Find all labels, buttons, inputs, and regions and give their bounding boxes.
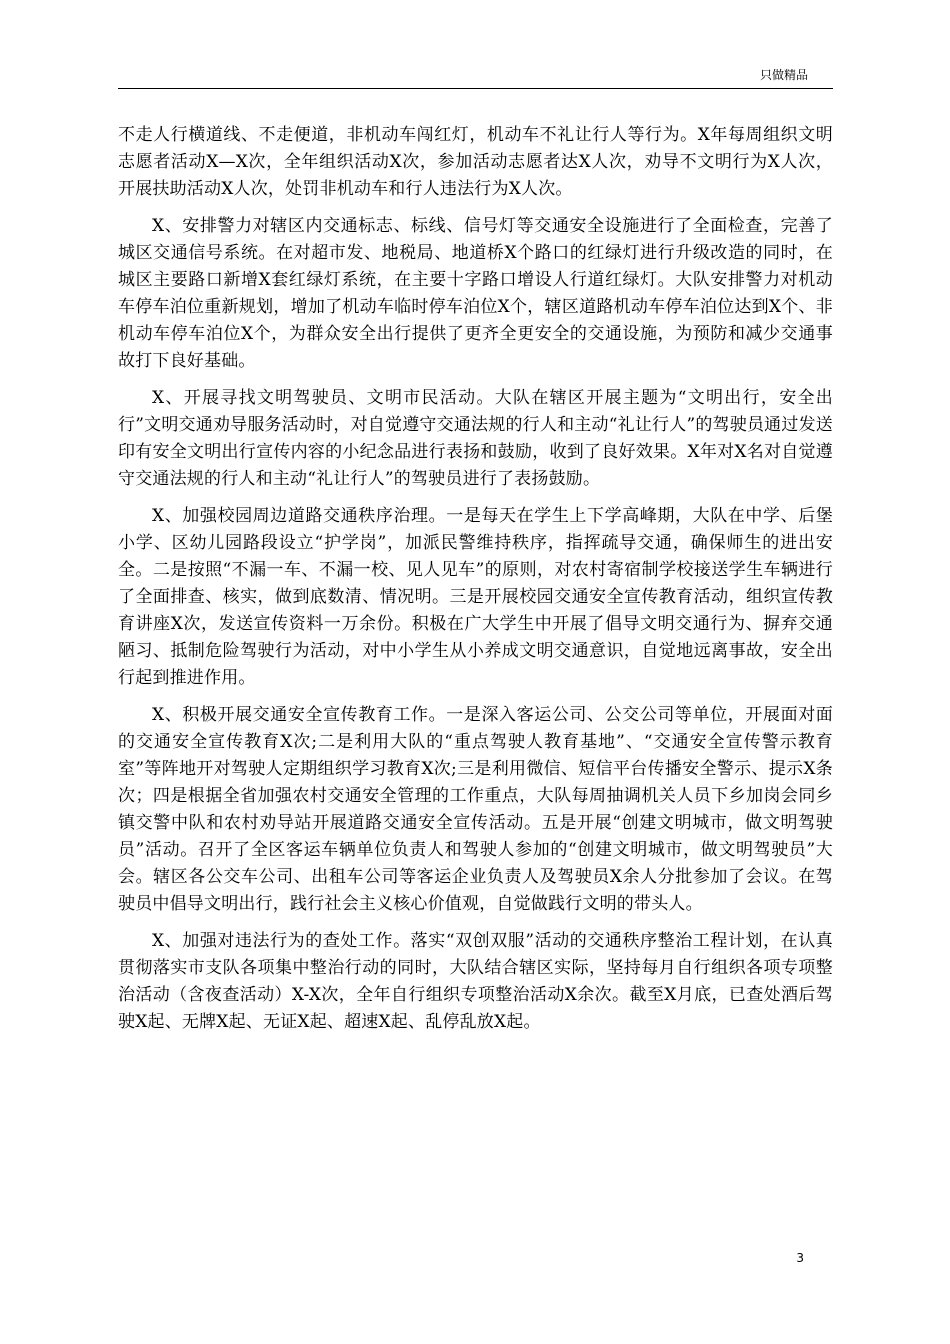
page-header: 只做精品 (759, 68, 808, 82)
paragraph-safety-education: X、积极开展交通安全宣传教育工作。一是深入客运公司、公交公司等单位，开展面对面的交通安全宣传教育X次;二是利用大队的“重点驾驶人教育基地”、“交通安全宣传警示教育室”等阵地开对驾驶人定期组织学习教育X次;三是利用微信、短信平台传播安全警示、提示X条次；四是根据全省加强农村交通安全管理的工作重点，大队每周抽调机关人员下乡加岗会同乡镇交警中队和农村劝导站开展道路交通安全宣传活动。五是开展“创建文明城市，做文明驾驶员”活动。召开了全区客运车辆单位负责人和驾驶人参加的“创建文明城市，做文明驾驶员”大会。辖区各公交车公司、出租车公司等客运企业负责人及驾驶员X余人分批参加了会议。在驾驶员中倡导文明出行，践行社会主义核心价值观，自觉做践行文明的带头人。 (118, 705, 833, 914)
document-body (118, 122, 833, 1046)
paragraph-violation-enforcement: X、加强对违法行为的查处工作。落实“双创双服”活动的交通秩序整治工程计划，在认真贯彻落实市支队各项集中整治行动的同时，大队结合辖区实际，坚持每月自行组织各项专项整治活动（含夜查活动）X-X次，全年自行组织专项整治活动X余次。截至X月底，已查处酒后驾驶X起、无牌X起、无证X起、超速X起、乱停乱放X起。 (118, 931, 833, 1032)
paragraph-campus-traffic: X、加强校园周边道路交通秩序治理。一是每天在学生上下学高峰期，大队在中学、后堡小学、区幼儿园路段设立“护学岗”，加派民警维持秩序，指挥疏导交通，确保师生的进出安全。二是按照“不漏一车、不漏一校、见人见车”的原则，对农村寄宿制学校接送学生车辆进行了全面排查、核实，做到底数清、情况明。三是开展校园交通安全宣传教育活动，组织宣传教育讲座X次，发送宣传资料一万余份。积极在广大学生中开展了倡导文明交通行为、摒弃交通陋习、抵制危险驾驶行为活动，对中小学生从小养成文明交通意识，自觉地远离事故，安全出行起到推进作用。 (118, 506, 833, 688)
header-rule (118, 88, 833, 89)
paragraph-traffic-facilities: X、安排警力对辖区内交通标志、标线、信号灯等交通安全设施进行了全面检查，完善了城区交通信号系统。在对超市发、地税局、地道桥X个路口的红绿灯进行升级改造的同时，在城区主要路口新增X套红绿灯系统，在主要十字路口增设人行道红绿灯。大队安排警力对机动车停车泊位重新规划，增加了机动车临时停车泊位X个，辖区道路机动车停车泊位达到X个、非机动车停车泊位X个，为群众安全出行提供了更齐全更安全的交通设施，为预防和减少交通事故打下良好基础。 (118, 216, 833, 371)
paragraph-civilized-drivers: X、开展寻找文明驾驶员、文明市民活动。大队在辖区开展主题为“文明出行，安全出行”文明交通劝导服务活动时，对自觉遵守交通法规的行人和主动“礼让行人”的驾驶员通过发送印有安全文明出行宣传内容的小纪念品进行表扬和鼓励，收到了良好效果。X年对X名对自觉遵守交通法规的行人和主动“礼让行人”的驾驶员进行了表扬鼓励。 (118, 388, 833, 489)
paragraph-continuation: 不走人行横道线、不走便道，非机动车闯红灯，机动车不礼让行人等行为。X年每周组织文明志愿者活动X—X次，全年组织活动X次，参加活动志愿者达X人次，劝导不文明行为X人次，开展扶助活动X人次，处罚非机动车和行人违法行为X人次。 (118, 125, 833, 199)
page-number: 3 (796, 1251, 804, 1265)
